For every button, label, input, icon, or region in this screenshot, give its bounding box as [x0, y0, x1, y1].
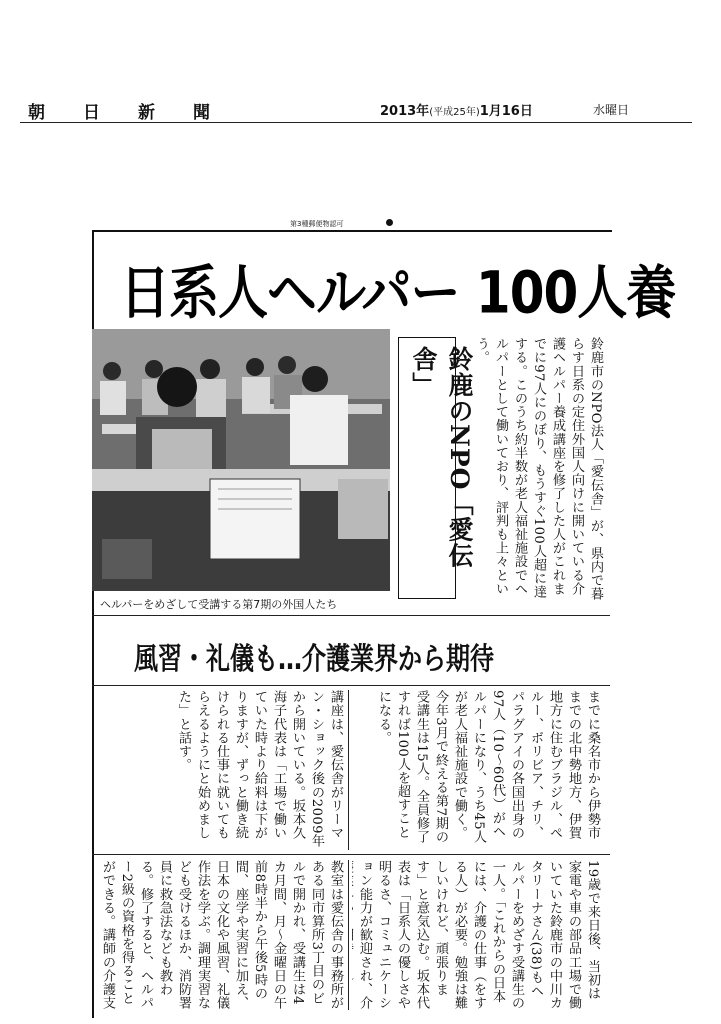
lead-paragraph: 鈴鹿市のNPO法人「愛伝舎」が、県内で暮らす日系の定住外国人向けに開いている介護ヘルパー養成講座を修了した人がこれまでに97人にのぼり、もうすぐ100人超に達する。このうち約半数が老人福祉施設でヘルパーとして働いており、評判も上々という。 — [474, 337, 603, 601]
newspaper-masthead — [20, 98, 692, 123]
tier-divider — [92, 854, 610, 855]
date-era: (平成25年) — [429, 107, 480, 118]
date-day: 1月16日 — [479, 104, 533, 119]
column-divider — [348, 690, 349, 850]
classroom-photo-illustration — [92, 329, 390, 591]
issue-date — [380, 100, 533, 119]
subheadline: 鈴鹿のNPO「愛伝舎」 — [409, 346, 474, 569]
subheadline-box — [398, 337, 474, 599]
article-photo — [92, 329, 390, 591]
date-year: 2013年 — [380, 104, 430, 119]
column-divider — [348, 860, 349, 1010]
body-column-tier1-left: 講座は、愛伝舎がリーマン・ショック後の2009年から開いている。坂本久海子代表は「工場で働いていた時より給料は下がりますが、ずっと働き続けられる仕事に就いてもらえるようにと始めました」と話す。 — [176, 690, 343, 848]
body-column-tier2-right — [352, 860, 602, 1010]
tier-divider — [92, 685, 610, 686]
body-text: 教室は愛伝舎の事務所がある同市算所3丁目のビルで開かれ、受講生は4カ月間、月～金曜日の午前8時半から午後5時の間、座学や実習に加え、日本の文化や風習、礼儀作法を学ぶ。調理実習なども受けるほか、消防署員に救急法なども教わる。修了すると、ヘルパー2級の資格を得ることができる。講師の介護支 — [100, 860, 343, 1010]
main-headline: 日系人ヘルパー 100人養 — [120, 259, 676, 327]
weekday: 水曜日 — [593, 103, 630, 117]
postal-permit-note: 第3種郵便物認可 — [290, 220, 344, 228]
photo-caption: ヘルパーをめざして受講する第7期の外国人たち — [100, 598, 338, 611]
body-column-tier1-right: までに桑名市から伊勢市までの北中勢地方、伊賀地方に住むブラジル、ペルー、ボリビア、チリ、パラグアイの各国出身の97人（10～60代）がヘルパーになり、うち45人が老人福祉施設で働く。今年3月で終える第7期の受講生は15人。全員修了すれば100人を超すことになる。 — [376, 690, 600, 844]
secondary-headline: 風習・礼儀も…介護業界から期待 — [134, 641, 494, 677]
body-column-tier2-left — [100, 860, 345, 1010]
bullet-dot — [386, 219, 393, 226]
body-text: 19歳で来日後、当初は家電や車の部品工場で働いていた鈴鹿市の中川カタリーナさん(38)もヘルパーをめざす受講生の一人。「これからの日本には、介護の仕事（をする人）が必要。勉強は難しいけれど、頑張ります」と意気込む。坂本代表は「日系人の優しさや明るさ、コミュニケーション能力が歓迎され、介 — [357, 860, 600, 1010]
section-divider — [92, 615, 610, 616]
newspaper-name: 朝日新聞 — [28, 103, 248, 123]
